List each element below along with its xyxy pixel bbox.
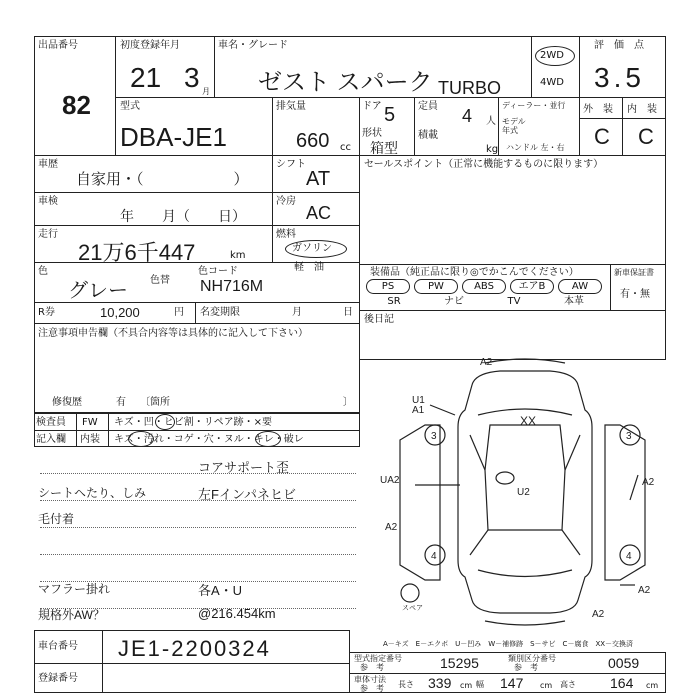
diagram-label-a1: A1 <box>412 405 425 416</box>
shift-value: AT <box>306 168 331 190</box>
r-ticket-label: R券 <box>38 307 55 318</box>
front-bumper <box>485 359 565 363</box>
spare-tire <box>401 584 419 602</box>
diagram-label-xx: XX <box>520 414 537 428</box>
shift-label: シフト <box>276 159 306 170</box>
equipment-item: ABS <box>462 279 506 294</box>
ext-int-hdivider <box>579 118 666 119</box>
entry-value: 内装 <box>80 434 100 445</box>
first-reg-month: 3 <box>184 62 200 93</box>
score-value: 3.5 <box>594 62 645 93</box>
equipment-item: PW <box>414 279 458 294</box>
load-label: 積載 <box>418 130 438 141</box>
fuel-diesel: 軽 油 <box>294 262 324 273</box>
diagram-label-ua2: UA2 <box>380 475 400 486</box>
name-change-month: 月 <box>292 307 302 318</box>
width-unit: cm <box>540 681 553 690</box>
spare-label: スペア <box>402 605 423 612</box>
history-value: 自家用・（ ） <box>76 171 249 188</box>
lot-value: 82 <box>62 90 91 120</box>
category-ref: 参 考 <box>514 663 538 672</box>
equipment-label: 装備品（純正品に限り◎でかこんでください） <box>370 267 579 278</box>
dimension-label: 車体寸法 <box>354 675 386 684</box>
equipment-item: PS <box>366 279 410 294</box>
month-unit: 月 <box>202 87 210 96</box>
equipment-item: SR <box>387 296 401 307</box>
r-ticket-value: 10,200 <box>100 305 140 320</box>
exterior-label: 外 装 <box>583 104 613 115</box>
details-col <box>272 155 273 262</box>
color-code-label: 色コード <box>198 266 238 277</box>
equipment-item: AW <box>558 279 602 294</box>
width-label: 幅 <box>476 680 484 689</box>
car-name: ゼスト スパーク <box>258 69 433 96</box>
tire-mark-fr: 3 <box>626 431 632 442</box>
handwritten-line-2a: シートヘたり、しみ <box>38 486 147 500</box>
right-side-panel <box>605 425 645 580</box>
exterior-value: C <box>594 124 610 149</box>
inspector-divider <box>34 430 360 431</box>
capacity-unit: 人 <box>486 116 496 127</box>
color-change-label: 色替 <box>150 275 170 286</box>
capacity-value: 4 <box>462 106 473 126</box>
sales-point-box <box>359 155 666 265</box>
details-right-row-2 <box>272 225 360 226</box>
dent-mark-circle <box>155 414 175 430</box>
diagram-label-u1: U1 <box>412 395 425 406</box>
tire-mark-fl: 3 <box>431 431 437 442</box>
rear-notes-box <box>359 310 666 360</box>
note-line-3 <box>40 527 356 528</box>
type-designation-ref: 参 考 <box>360 663 384 672</box>
r-ticket-unit: 円 <box>174 307 184 318</box>
door-value: 5 <box>384 104 396 126</box>
chassis-divider <box>102 630 103 664</box>
history-label: 車歴 <box>38 159 58 170</box>
rear-window <box>478 570 572 577</box>
height-label: 高さ <box>560 680 576 689</box>
inspector-items: キズ・凹・ヒビ割・リペア跡・×要 <box>114 417 272 428</box>
abs-circle <box>496 472 514 484</box>
ac-value: AC <box>306 203 332 223</box>
repair-bracket-close: 〕 <box>343 397 353 408</box>
width-value: 147 <box>500 675 524 691</box>
diagram-label-a2-top: A2 <box>480 357 493 368</box>
equipment-row-2 <box>366 295 606 309</box>
sales-point-label: セールスポイント（正常に機能するものに限ります） <box>364 159 604 170</box>
diagram-label-a2-lower: A2 <box>638 585 651 596</box>
handwritten-line-4a: マフラー掛れ <box>38 582 111 596</box>
drive-2wd: 2WD <box>540 50 564 61</box>
details-right-row-1 <box>272 192 360 193</box>
nul-mark-circle <box>255 431 281 447</box>
rear-bumper <box>485 621 565 625</box>
diagram-label-a2-left: A2 <box>385 522 398 533</box>
handwritten-line-5a: 規格外AW？ <box>38 608 105 622</box>
shape-value: 箱型 <box>370 140 398 156</box>
interior-value: C <box>638 124 654 149</box>
notes-label: 注意事項申告欄（不具合内容等は具体的に記入して下さい） <box>38 328 308 339</box>
diagram-legend: A－キズ E－エクボ U－凹み W－補修跡 S－サビ C－腐食 XX－交換済 <box>383 640 634 648</box>
details-row-1 <box>34 192 272 193</box>
tire-mark-rr: 4 <box>626 551 632 562</box>
equipment-item: TV <box>507 296 521 307</box>
first-reg-year: 21 <box>130 62 162 93</box>
note-line-4 <box>40 554 356 555</box>
chassis-label: 車台番号 <box>38 641 78 652</box>
color-label: 色 <box>38 266 48 277</box>
tire-mark-rl: 4 <box>431 551 437 562</box>
name-change-day: 日 <box>343 307 353 318</box>
repair-label: 修復歴 <box>52 397 82 408</box>
mileage-unit: km <box>230 250 246 261</box>
displacement-label: 排気量 <box>276 101 306 112</box>
diagram-label-u2: U2 <box>517 487 530 498</box>
reg-box <box>34 663 350 693</box>
handwritten-line-3: 毛付着 <box>38 512 75 526</box>
warranty-label: 新車保証書 <box>614 268 654 277</box>
grade: TURBO <box>438 78 501 98</box>
mileage-label: 走行 <box>38 229 58 240</box>
length-value: 339 <box>428 675 452 691</box>
handwritten-line-4b: 各A・U <box>198 583 243 598</box>
model-year-label: モデル 年式 <box>502 117 526 135</box>
score-label: 評 価 点 <box>594 40 644 51</box>
type-designation-value: 15295 <box>440 655 479 671</box>
height-unit: cm <box>646 681 659 690</box>
car-diagram <box>380 355 665 630</box>
repair-bracket: 〔箇所 <box>140 397 170 408</box>
entry-label: 記入欄 <box>36 434 66 445</box>
mileage-value: 21万6千447 <box>78 240 196 265</box>
shape-label: 形状 <box>362 128 382 139</box>
car-roof <box>485 425 565 530</box>
diagram-label-a2-bottom: A2 <box>592 609 605 620</box>
dimension-ref: 参 考 <box>360 684 384 693</box>
inspector-value: FW <box>82 417 98 428</box>
color-code-value: NH716M <box>200 278 264 295</box>
displacement-unit: cc <box>340 142 351 153</box>
length-label: 長さ <box>398 680 414 689</box>
length-unit: cm <box>460 681 473 690</box>
stain-mark-circle <box>128 431 154 447</box>
dealer-label: ディーラー・並行 <box>502 101 566 110</box>
name-change-label: 名変期限 <box>200 307 240 318</box>
reg-label: 登録番号 <box>38 673 78 684</box>
fuel-label: 燃料 <box>276 229 296 240</box>
model-label: 型式 <box>120 101 140 112</box>
category-value: 0059 <box>608 655 640 671</box>
entry-items: キズ・汚れ・コゲ・穴・ヌル・キレ・破レ <box>114 434 304 445</box>
door-label: ドア <box>362 101 382 112</box>
inspector-col-2 <box>108 413 109 447</box>
load-unit: kg <box>486 144 499 155</box>
fuel-gas: ガソリン <box>292 243 332 254</box>
lot-label: 出品番号 <box>38 40 78 51</box>
first-reg-label: 初度登録年月 <box>120 40 180 51</box>
category-label: 類別区分番号 <box>508 654 556 663</box>
r-ticket-box <box>34 302 360 324</box>
height-value: 164 <box>610 675 634 691</box>
warranty-value: 有・無 <box>620 289 650 300</box>
equipment-item: エアB <box>510 279 554 294</box>
handwritten-line-2b: 左Fインパネヒビ <box>198 487 297 502</box>
diagram-label-a2-right: A2 <box>642 477 655 488</box>
reg-divider <box>102 663 103 693</box>
chassis-value: JE1-2200324 <box>118 636 271 661</box>
equipment-item: 本革 <box>564 296 584 307</box>
model-value: DBA-JE1 <box>120 122 227 152</box>
steering-label: ハンドル 左・右 <box>506 143 565 152</box>
inspection-label: 車検 <box>38 196 58 207</box>
handwritten-line-1: コアサポート歪 <box>198 460 290 475</box>
repair-value: 有 <box>116 397 126 408</box>
rear-notes-label: 後日記 <box>364 314 394 325</box>
inspector-label: 検査員 <box>36 417 66 428</box>
handwritten-line-5b: @216.454km <box>198 606 276 621</box>
interior-label: 内 装 <box>627 104 657 115</box>
equipment-row-1 <box>366 279 606 293</box>
displacement-value: 660 <box>296 130 330 152</box>
capacity-label: 定員 <box>418 101 438 112</box>
r-ticket-divider <box>195 302 196 324</box>
car-name-label: 車名・グレード <box>218 40 288 51</box>
type-designation-label: 型式指定番号 <box>354 654 402 663</box>
equipment-item: ナビ <box>444 296 464 307</box>
color-value: グレー <box>68 280 128 302</box>
inspection-text: 年 月（ 日） <box>120 208 246 224</box>
inspector-col-1 <box>76 413 77 447</box>
ac-label: 冷房 <box>276 196 296 207</box>
ext-int-divider <box>622 97 623 156</box>
drive-4wd: 4WD <box>540 77 564 88</box>
